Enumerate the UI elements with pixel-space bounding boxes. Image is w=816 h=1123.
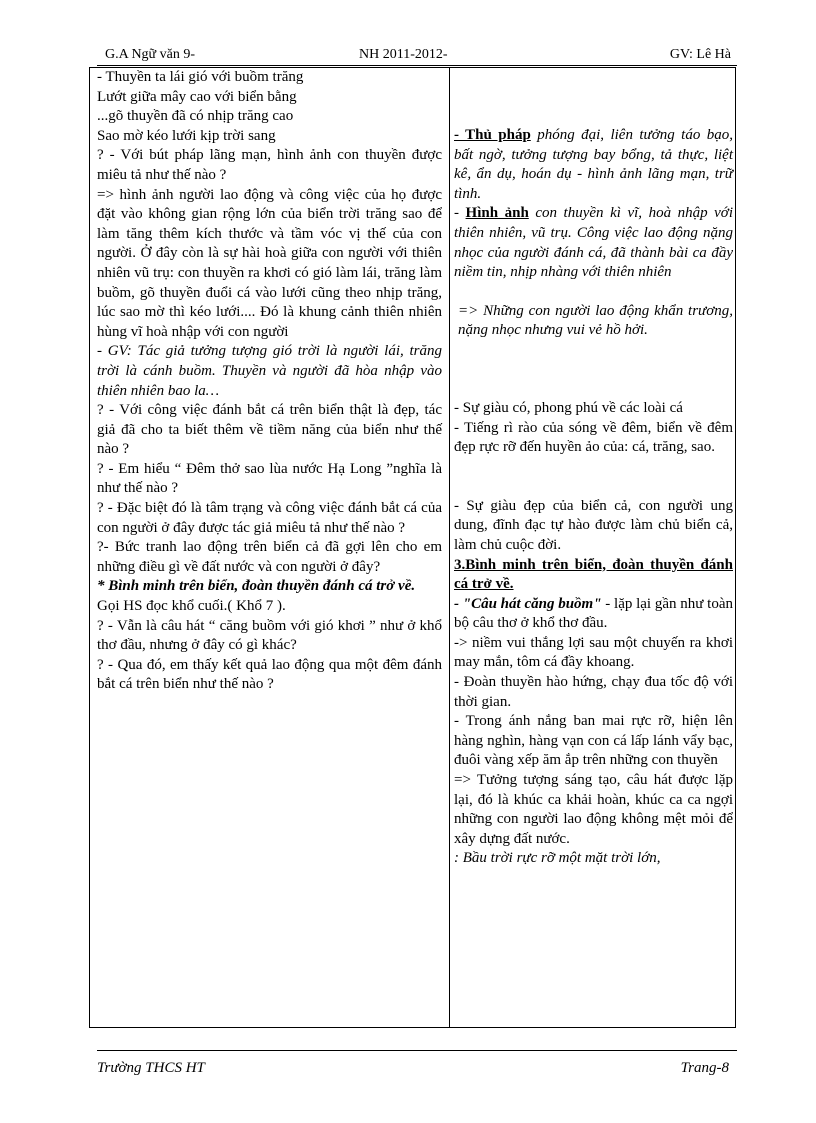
section-heading: 3.Bình minh trên biển, đoàn thuyền đánh cá trở về. (454, 556, 733, 593)
header-subject: G.A Ngữ văn 9- (105, 47, 196, 62)
explanation: => hình ảnh người lao động và công việc của họ được đặt vào không gian rộng lớn của biển trời trăng sao để làm tăng thêm kích thước và tầm vóc vị thế của con người. Ở đây còn là sự hài hoà giữa con người với thiên nhiên vũ trụ: con thuyền ra khơi có gió làm lái, trăng làm buồm, gõ thuyền đuổi cá vào lưới cũng theo nhịp trăng, lúc sao mờ thì kéo lưới.... Đó là khung cảnh thiên nhiên hùng vĩ hoà nhập với con người (97, 186, 442, 340)
question: ? - Đặc biệt đó là tâm trạng và công việc đánh bắt cá của con người ở đây được tác giả miêu tả như thế nào ? (97, 500, 442, 536)
spacer (454, 458, 733, 497)
lesson-table (89, 67, 736, 1028)
answer: - Sự giàu đẹp của biển cả, con người ung dung, đĩnh đạc tự hào được làm chủ biển cả, làm chủ cuộc đời. (454, 497, 733, 553)
question: ? - Em hiểu “ Đêm thở sao lùa nước Hạ Long ”nghĩa là như thế nào ? (97, 460, 442, 497)
question: ?- Bức tranh lao động trên biển cả đã gợi lên cho em những điều gì về đất nước và con người ở đây? (97, 539, 442, 575)
answer: -> niềm vui thắng lợi sau một chuyến ra khơi may mắn, tôm cá đầy khoang. (454, 634, 733, 671)
question: ? - Với bút pháp lãng mạn, hình ảnh con thuyền được miêu tả như thế nào ? (97, 147, 442, 183)
page-footer (97, 1050, 737, 1090)
answer: : Bầu trời rực rỡ một mặt trời lớn, (454, 850, 661, 867)
answer: - Tiếng rì rào của sóng về đêm, biển về đêm đẹp rực rỡ đến huyền ảo của: cá, trăng, sao. (454, 419, 733, 456)
column-divider (449, 68, 450, 1027)
teacher-activity-column (97, 68, 442, 695)
song-text: - lặp lại gần như toàn bộ câu thơ ở khổ thơ đầu. (454, 595, 733, 632)
spacer (454, 283, 733, 302)
question: ? - Qua đó, em thấy kết quả lao động qua một đêm đánh bắt cá trên biển như thế nào ? (97, 656, 442, 693)
page-header (97, 47, 737, 67)
answer (454, 595, 733, 634)
teacher-note: - GV: Tác giả tưởng tượng gió trời là người lái, trăng trời là cánh buồm. Thuyền và người đã hòa nhập vào thiên nhiên bao la… (97, 343, 442, 399)
footer-page-number: Trang-8 (680, 1060, 729, 1076)
image-prefix: - (454, 205, 466, 222)
spacer (454, 341, 733, 399)
poem-line: Lướt giữa mây cao với biển bằng (97, 88, 297, 105)
spacer (454, 68, 733, 126)
image-text: con thuyền kì vĩ, hoà nhập với thiên nhiên, vũ trụ. Công việc lao động nặng nhọc của người đánh cá, đã thành bài ca đầy niềm tin, nhịp nhàng với thiên nhiên (454, 205, 733, 281)
technique-note (454, 126, 733, 204)
footer-school: Trường THCS HT (97, 1060, 205, 1076)
header-teacher: GV: Lê Hà (669, 47, 731, 62)
poem-line: ...gõ thuyền đã có nhịp trăng cao (97, 108, 294, 125)
instruction: Gọi HS đọc khổ cuối.( Khổ 7 ). (97, 598, 286, 615)
answer: - Đoàn thuyền hào hứng, chạy đua tốc độ với thời gian. (454, 674, 733, 710)
song-label: - "Câu hát căng buồm" (454, 595, 602, 612)
section-heading: * Bình minh trên biển, đoàn thuyền đánh cá trở về. (97, 578, 416, 595)
conclusion: => Những con người lao động khẩn trương, nặng nhọc nhưng vui vẻ hồ hởi. (458, 302, 733, 339)
header-school-year: NH 2011-2012- (359, 47, 448, 62)
answer: - Sự giàu có, phong phú về các loài cá (454, 399, 683, 416)
answer: => Tưởng tượng sáng tạo, câu hát được lặp lại, đó là khúc ca khải hoàn, khúc ca ca ngợi những con người lao động không mệt mỏi để xây dựng đất nước. (454, 772, 733, 847)
poem-line: Sao mờ kéo lưới kịp trời sang (97, 127, 276, 144)
footer-rule (97, 1050, 737, 1051)
header-rule (97, 65, 737, 66)
technique-label: - Thủ pháp (454, 127, 531, 143)
content-column (454, 68, 733, 869)
image-label: Hình ảnh (465, 205, 529, 222)
answer: - Trong ánh nắng ban mai rực rỡ, hiện lên hàng nghìn, hàng vạn con cá lấp lánh vẩy bạc, đuôi vàng xếp ăm ắp trên những con thuyền (454, 713, 733, 769)
question: ? - Vẫn là câu hát “ căng buồm với gió khơi ” như ở khổ thơ đầu, nhưng ở đây có gì khác? (97, 617, 442, 654)
image-note (454, 204, 733, 282)
question: ? - Với công việc đánh bắt cá trên biển thật là đẹp, tác giả đã cho ta biết thêm về tiềm năng của biển như thế nào ? (97, 402, 442, 458)
poem-line: - Thuyền ta lái gió với buồm trăng (97, 69, 304, 85)
technique-text: phóng đại, liên tưởng táo bạo, bất ngờ, tưởng tượng bay bổng, tả thực, liệt kê, ẩn dụ, hoán dụ - hình ảnh lãng mạn, trữ tình. (454, 127, 733, 202)
